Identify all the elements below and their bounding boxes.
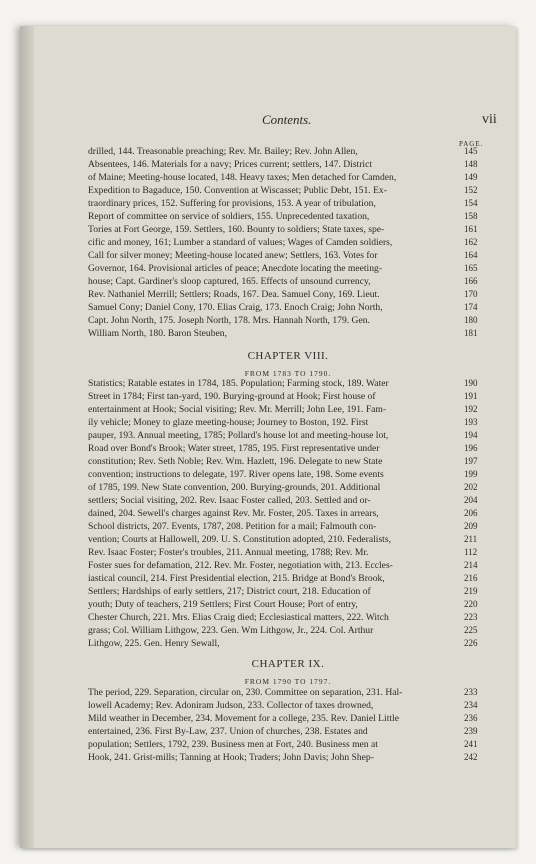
contents-line — [88, 507, 478, 520]
contents-block-3 — [88, 686, 478, 764]
contents-line — [88, 429, 478, 442]
contents-entry-page: 242 — [464, 752, 478, 762]
contents-line — [88, 236, 478, 249]
contents-entry-text: William North, 180. Baron Steuben, — [88, 328, 227, 339]
contents-entry-page: 202 — [464, 482, 478, 492]
contents-entry-page: 234 — [464, 700, 478, 710]
contents-line — [88, 145, 478, 158]
contents-entry-page: 199 — [464, 469, 478, 479]
contents-entry-text: settlers; Social visiting, 202. Rev. Isaac Foster called, 203. Settled and or- — [88, 495, 371, 506]
contents-line — [88, 559, 478, 572]
contents-entry-text: Absentees, 146. Materials for a navy; Prices current; settlers, 147. District — [88, 159, 373, 170]
contents-line — [88, 327, 478, 340]
contents-line — [88, 624, 478, 637]
contents-entry-page: 165 — [464, 263, 478, 273]
contents-entry-page: 241 — [464, 739, 478, 749]
contents-entry-page: 233 — [464, 687, 478, 697]
contents-line — [88, 197, 478, 210]
contents-entry-page: 209 — [464, 521, 478, 531]
contents-entry-text: Chester Church, 221. Mrs. Elias Craig died; Ecclesiastical matters, 222. Witch — [88, 612, 389, 623]
chapter-9-range: FROM 1790 TO 1797. — [244, 677, 332, 686]
contents-line — [88, 494, 478, 507]
contents-entry-text: cific and money, 161; Lumber a standard of values; Wages of Camden soldiers, — [88, 237, 393, 248]
contents-line — [88, 585, 478, 598]
contents-entry-text: Lithgow, 225. Gen. Henry Sewall, — [88, 638, 220, 649]
contents-line — [88, 546, 478, 559]
contents-entry-page: 112 — [464, 547, 478, 557]
contents-block-2 — [88, 377, 478, 650]
contents-line — [88, 572, 478, 585]
contents-entry-text: vention; Courts at Hallowell, 209. U. S. Constitution adopted, 210. Federalists, — [88, 534, 391, 545]
contents-line — [88, 455, 478, 468]
contents-entry-page: 211 — [464, 534, 478, 544]
contents-entry-text: Road over Bond's Brook; Water street, 1785, 195. First representative under — [88, 443, 380, 454]
contents-entry-text: constitution; Rev. Seth Noble; Rev. Wm. Hazlett, 196. Delegate to new State — [88, 456, 383, 467]
contents-entry-text: The period, 229. Separation, circular on, 230. Committee on separation, 231. Hal- — [88, 687, 403, 698]
contents-entry-text: Hook, 241. Grist-mills; Tanning at Hook; Traders; John Davis; John Shep- — [88, 752, 374, 763]
contents-line — [88, 377, 478, 390]
contents-entry-page: 152 — [464, 185, 478, 195]
contents-entry-page: 219 — [464, 586, 478, 596]
contents-line — [88, 481, 478, 494]
contents-line — [88, 533, 478, 546]
contents-entry-page: 196 — [464, 443, 478, 453]
contents-entry-page: 206 — [464, 508, 478, 518]
contents-line — [88, 403, 478, 416]
contents-entry-text: Foster sues for defamation, 212. Rev. Mr. Foster, negotiation with, 213. Eccles- — [88, 560, 393, 571]
contents-entry-page: 223 — [464, 612, 478, 622]
contents-entry-text: Street in 1784; First tan-yard, 190. Burying-ground at Hook; First house of — [88, 391, 376, 402]
contents-entry-text: population; Settlers, 1792, 239. Business men at Fort, 240. Business men at — [88, 739, 378, 750]
contents-entry-page: 158 — [464, 211, 478, 221]
contents-entry-page: 220 — [464, 599, 478, 609]
contents-line — [88, 738, 478, 751]
contents-entry-text: Settlers; Hardships of early settlers, 217; District court, 218. Education of — [88, 586, 371, 597]
contents-entry-page: 161 — [464, 224, 478, 234]
contents-line — [88, 520, 478, 533]
chapter-9-title: CHAPTER IX. — [251, 658, 325, 670]
contents-entry-text: Expedition to Bagaduce, 150. Convention at Wiscasset; Public Debt, 151. Ex- — [88, 185, 387, 196]
contents-entry-text: Tories at Fort George, 159. Settlers, 160. Bounty to soldiers; State taxes, spe- — [88, 224, 385, 235]
contents-line — [88, 171, 478, 184]
contents-entry-text: lowell Academy; Rev. Adoniram Judson, 233. Collector of taxes drowned, — [88, 700, 374, 711]
running-head — [20, 112, 516, 132]
contents-entry-text: School districts, 207. Events, 1787, 208. Petition for a mail; Falmouth con- — [88, 521, 377, 532]
contents-line — [88, 390, 478, 403]
contents-entry-page: 180 — [464, 315, 478, 325]
contents-entry-page: 204 — [464, 495, 478, 505]
contents-entry-page: 197 — [464, 456, 478, 466]
contents-entry-text: of 1785, 199. New State convention, 200. Burying-grounds, 201. Additional — [88, 482, 381, 493]
contents-entry-text: Mild weather in December, 234. Movement for a college, 235. Rev. Daniel Little — [88, 713, 399, 724]
contents-entry-page: 174 — [464, 302, 478, 312]
contents-entry-text: Call for silver money; Meeting-house located anew; Settlers, 163. Votes for — [88, 250, 378, 261]
contents-line — [88, 314, 478, 327]
contents-entry-page: 214 — [464, 560, 478, 570]
contents-entry-text: Statistics; Ratable estates in 1784, 185. Population; Farming stock, 189. Water — [88, 378, 389, 389]
contents-line — [88, 699, 478, 712]
contents-entry-text: grass; Col. William Lithgow, 223. Gen. Wm Lithgow, Jr., 224. Col. Arthur — [88, 625, 374, 636]
contents-entry-page: 191 — [464, 391, 478, 401]
contents-entry-text: ily vehicle; Money to glaze meeting-house; Journey to Boston, 192. First — [88, 417, 369, 428]
contents-entry-page: 226 — [464, 638, 478, 648]
contents-line — [88, 249, 478, 262]
contents-entry-text: of Maine; Meeting-house located, 148. Heavy taxes; Men detached for Camden, — [88, 172, 397, 183]
contents-entry-text: youth; Duty of teachers, 219 Settlers; First Court House; Port of entry, — [88, 599, 358, 610]
contents-entry-page: 170 — [464, 289, 478, 299]
contents-entry-text: Report of committee on service of soldiers, 155. Unprecedented taxation, — [88, 211, 370, 222]
contents-entry-page: 181 — [464, 328, 478, 338]
contents-entry-page: 145 — [464, 146, 478, 156]
contents-entry-text: dained, 204. Sewell's charges against Rev. Mr. Foster, 205. Taxes in arrears, — [88, 508, 379, 519]
contents-line — [88, 275, 478, 288]
contents-line — [88, 442, 478, 455]
contents-entry-text: Governor, 164. Provisional articles of peace; Anecdote locating the meeting- — [88, 263, 382, 274]
contents-line — [88, 158, 478, 171]
contents-line — [88, 611, 478, 624]
contents-line — [88, 468, 478, 481]
contents-entry-text: iastical council, 214. First Presidential election, 215. Bridge at Bond's Brook, — [88, 573, 385, 584]
contents-entry-text: Samuel Cony; Daniel Cony, 170. Elias Craig, 173. Enoch Craig; John North, — [88, 302, 383, 313]
contents-line — [88, 416, 478, 429]
contents-entry-page: 216 — [464, 573, 478, 583]
contents-entry-page: 164 — [464, 250, 478, 260]
contents-entry-text: traordinary prices, 152. Suffering for provisions, 153. A year of tribulation, — [88, 198, 376, 209]
contents-line — [88, 184, 478, 197]
contents-entry-page: 193 — [464, 417, 478, 427]
contents-line — [88, 288, 478, 301]
contents-entry-text: Rev. Nathaniel Merrill; Settlers; Roads, 167. Dea. Samuel Cony, 169. Lieut. — [88, 289, 380, 300]
contents-line — [88, 210, 478, 223]
contents-line — [88, 598, 478, 611]
page-number: vii — [482, 112, 497, 127]
contents-entry-page: 149 — [464, 172, 478, 182]
running-head-title: Contents. — [262, 112, 312, 127]
contents-entry-page: 236 — [464, 713, 478, 723]
contents-line — [88, 301, 478, 314]
contents-line — [88, 725, 478, 738]
contents-entry-page: 194 — [464, 430, 478, 440]
contents-entry-page: 154 — [464, 198, 478, 208]
contents-entry-text: convention; instructions to delegate, 197. River opens late, 198. Some events — [88, 469, 384, 480]
contents-entry-text: house; Capt. Gardiner's sloop captured, 165. Effects of unsound currency, — [88, 276, 371, 287]
contents-entry-page: 148 — [464, 159, 478, 169]
contents-line — [88, 712, 478, 725]
contents-entry-text: Rev. Isaac Foster; Foster's troubles, 211. Annual meeting, 1788; Rev. Mr. — [88, 547, 369, 558]
page-gutter — [20, 26, 34, 848]
contents-entry-text: Capt. John North, 175. Joseph North, 178. Mrs. Hannah North, 179. Gen. — [88, 315, 370, 326]
contents-line — [88, 637, 478, 650]
book-page — [20, 26, 516, 848]
contents-entry-page: 190 — [464, 378, 478, 388]
contents-entry-text: entertained, 236. First By-Law, 237. Union of churches, 238. Estates and — [88, 726, 368, 737]
contents-entry-text: pauper, 193. Annual meeting, 1785; Pollard's house lot and meeting-house lot, — [88, 430, 389, 441]
chapter-8-range: FROM 1783 TO 1790. — [244, 369, 332, 378]
contents-line — [88, 686, 478, 699]
contents-entry-page: 192 — [464, 404, 478, 414]
contents-entry-text: drilled, 144. Treasonable preaching; Rev. Mr. Bailey; Rev. John Allen, — [88, 146, 358, 157]
contents-entry-page: 166 — [464, 276, 478, 286]
contents-line — [88, 751, 478, 764]
page-column-label: PAGE. — [459, 140, 484, 148]
contents-line — [88, 262, 478, 275]
contents-entry-page: 225 — [464, 625, 478, 635]
contents-block-1 — [88, 145, 478, 340]
chapter-8-title: CHAPTER VIII. — [247, 350, 329, 362]
contents-entry-text: entertainment at Hook; Social visiting; Rev. Mr. Merrill; John Lee, 191. Fam- — [88, 404, 387, 415]
contents-line — [88, 223, 478, 236]
contents-entry-page: 239 — [464, 726, 478, 736]
contents-entry-page: 162 — [464, 237, 478, 247]
